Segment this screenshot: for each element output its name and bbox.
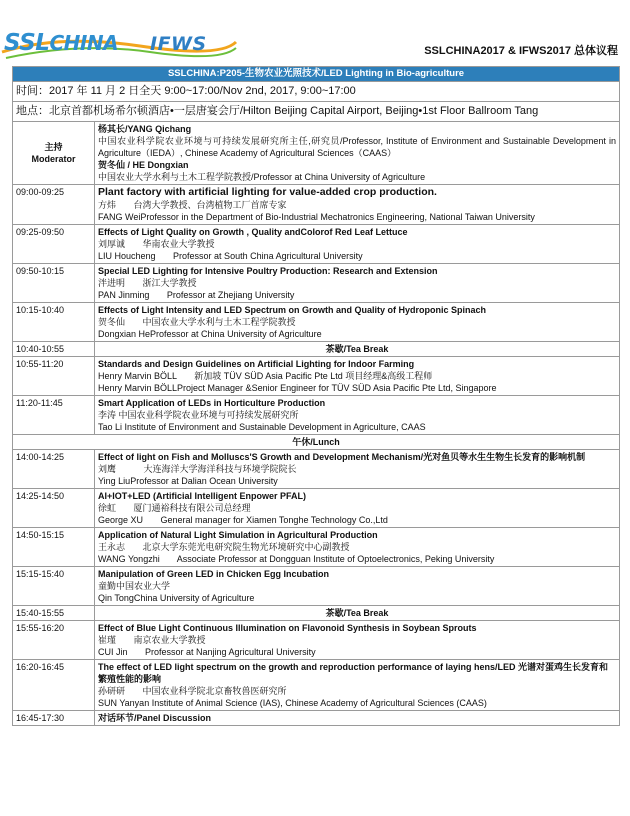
agenda-row xyxy=(13,357,620,396)
speaker-en: WANG Yongzhi Associate Professor at Dongguan Institute of Optoelectronics, Peking University xyxy=(98,554,495,564)
talk-title: Effect of Blue Light Continuous Illumination on Flavonoid Synthesis in Soybean Sprouts xyxy=(98,623,477,633)
row-time: 11:20-11:45 xyxy=(13,396,95,435)
row-time: 15:15-15:40 xyxy=(13,567,95,606)
speaker-en: SUN Yanyan Institute of Animal Science (IAS), Chinese Academy of Agricultural Sciences (CAAS) xyxy=(98,698,487,708)
row-time: 14:00-14:25 xyxy=(13,450,95,489)
row-content xyxy=(95,450,620,489)
talk-title: Standards and Design Guidelines on Artificial Lighting for Indoor Farming xyxy=(98,359,415,369)
speaker-cn: 贺冬仙 中国农业大学水利与土木工程学院教授 xyxy=(98,317,296,327)
moderator-1-desc: 中国农业科学院农业环境与可持续发展研究所主任,研究员/Professor, Institute of Environment and Sustainable Development in Agriculture（IEDA）, Chinese Academy of Agricultural Sciences（CAAS） xyxy=(98,136,616,158)
moderator-label xyxy=(13,122,95,185)
speaker-cn: Henry Marvin BÖLL 新加坡 TÜV SÜD Asia Pacific Pte Ltd 项目经理&高级工程师 xyxy=(98,371,433,381)
agenda-row xyxy=(13,396,620,435)
speaker-en: Henry Marvin BÖLLProject Manager &Senior Engineer for TÜV SÜD Asia Pacific Pte Ltd, Singapore xyxy=(98,383,497,393)
talk-title: Manipulation of Green LED in Chicken Egg Incubation xyxy=(98,569,330,579)
session-location-row xyxy=(13,102,620,122)
break-label: 茶歇/Tea Break xyxy=(95,342,620,357)
break-row xyxy=(13,606,620,621)
page-title: SSLCHINA2017 & IFWS2017 总体议程 xyxy=(424,45,618,57)
agenda-row xyxy=(13,185,620,225)
row-content xyxy=(95,567,620,606)
agenda-row xyxy=(13,711,620,726)
session-location: 地点：北京首都机场希尔顿酒店•一层唐宴会厅/Hilton Beijing Capital Airport, Beijing•1st Floor Ballroom Tang xyxy=(13,102,620,122)
row-content xyxy=(95,396,620,435)
row-time: 09:00-09:25 xyxy=(13,185,95,225)
speaker-en: LIU Houcheng Professor at South China Agricultural University xyxy=(98,251,363,261)
speaker-en: George XU General manager for Xiamen Tonghe Technology Co.,Ltd xyxy=(98,515,388,525)
talk-title: Special LED Lighting for Intensive Poultry Production: Research and Extension xyxy=(98,266,438,276)
row-content xyxy=(95,303,620,342)
page-header xyxy=(0,0,630,66)
speaker-cn: 徐虹 厦门通裕科技有限公司总经理 xyxy=(98,503,251,513)
speaker-en: Dongxian HeProfessor at China University of Agriculture xyxy=(98,329,322,339)
speaker-cn: 刘厚诚 华南农业大学教授 xyxy=(98,239,215,249)
talk-title: Application of Natural Light Simulation in Agricultural Production xyxy=(98,530,378,540)
row-time: 10:15-10:40 xyxy=(13,303,95,342)
talk-title: The effect of LED light spectrum on the growth and reproduction performance of laying hens/LED 光谱对蛋鸡生长发育和繁殖性能的影响 xyxy=(98,662,609,684)
talk-title: Effects of Light Quality on Growth , Quality andColorof Red Leaf Lettuce xyxy=(98,227,408,237)
talk-title: AI+IOT+LED (Artificial Intelligent Enpower PFAL) xyxy=(98,491,307,501)
session-time: 时间：2017 年 11 月 2 日全天 9:00~17:00/Nov 2nd, 2017, 9:00~17:00 xyxy=(13,82,620,102)
lunch-row xyxy=(13,435,620,450)
agenda-row xyxy=(13,567,620,606)
talk-title: 对话环节/Panel Discussion xyxy=(98,713,212,723)
speaker-cn: 孙研研 中国农业科学院北京畜牧兽医研究所 xyxy=(98,686,287,696)
speaker-cn: 方炜 台湾大学教授、台湾植物工厂首席专家 xyxy=(98,200,287,210)
agenda-row xyxy=(13,528,620,567)
agenda-row xyxy=(13,450,620,489)
speaker-en: Qin TongChina University of Agriculture xyxy=(98,593,255,603)
row-content xyxy=(95,660,620,711)
moderator-label-cn: 主持 xyxy=(44,142,63,152)
speaker-en: FANG WeiProfessor in the Department of Bio-Industrial Mechatronics Engineering, National Taiwan University xyxy=(98,212,535,222)
moderator-1-name: 杨其长/YANG Qichang xyxy=(98,124,192,134)
row-time: 16:45-17:30 xyxy=(13,711,95,726)
row-content xyxy=(95,489,620,528)
moderator-label-en: Moderator xyxy=(31,154,76,164)
logo-ssl-text: SSL xyxy=(4,30,50,56)
session-banner: SSLCHINA:P205-生物农业光照技术/LED Lighting in Bio-agriculture xyxy=(13,67,620,82)
agenda-row xyxy=(13,225,620,264)
session-time-row xyxy=(13,82,620,102)
speaker-en: PAN Jinming Professor at Zhejiang University xyxy=(98,290,295,300)
speaker-cn: 王永志 北京大学东莞光电研究院生物光环境研究中心副教授 xyxy=(98,542,350,552)
session-banner-row xyxy=(13,67,620,82)
row-content xyxy=(95,225,620,264)
moderator-row xyxy=(13,122,620,185)
moderator-2-desc: 中国农业大学水利与土木工程学院教授/Professor at China University of Agriculture xyxy=(98,172,426,182)
row-content xyxy=(95,185,620,225)
sslchina-logo xyxy=(4,30,118,56)
agenda-row xyxy=(13,489,620,528)
break-label: 茶歇/Tea Break xyxy=(95,606,620,621)
row-time: 10:40-10:55 xyxy=(13,342,95,357)
row-time: 15:40-15:55 xyxy=(13,606,95,621)
agenda-row xyxy=(13,264,620,303)
row-time: 14:50-15:15 xyxy=(13,528,95,567)
row-time: 16:20-16:45 xyxy=(13,660,95,711)
speaker-cn: 泮进明 浙江大学教授 xyxy=(98,278,197,288)
speaker-en: Tao Li Institute of Environment and Sustainable Development in Agriculture, CAAS xyxy=(98,422,426,432)
row-content xyxy=(95,264,620,303)
agenda-row xyxy=(13,303,620,342)
row-time: 09:25-09:50 xyxy=(13,225,95,264)
row-time: 15:55-16:20 xyxy=(13,621,95,660)
row-content xyxy=(95,621,620,660)
row-time: 10:55-11:20 xyxy=(13,357,95,396)
row-content xyxy=(95,357,620,396)
speaker-cn: 童勤中国农业大学 xyxy=(98,581,171,591)
talk-title: Smart Application of LEDs in Horticulture Production xyxy=(98,398,326,408)
speaker-cn: 崔瑾 南京农业大学教授 xyxy=(98,635,206,645)
row-time: 14:25-14:50 xyxy=(13,489,95,528)
moderator-details xyxy=(95,122,620,185)
row-time: 09:50-10:15 xyxy=(13,264,95,303)
schedule-table xyxy=(12,66,620,726)
talk-title: Effects of Light Intensity and LED Spectrum on Growth and Quality of Hydroponic Spinach xyxy=(98,305,487,315)
speaker-cn: 刘鹰 大连海洋大学海洋科技与环境学院院长 xyxy=(98,464,297,474)
row-content xyxy=(95,528,620,567)
moderator-2-name: 贺冬仙 / HE Dongxian xyxy=(98,160,189,170)
agenda-row xyxy=(13,621,620,660)
agenda-row xyxy=(13,660,620,711)
break-row xyxy=(13,342,620,357)
logo-china-text: CHINA xyxy=(49,31,119,55)
ifws-logo: IFWS xyxy=(150,33,207,55)
speaker-en: Ying LiuProfessor at Dalian Ocean University xyxy=(98,476,278,486)
speaker-cn: 李涛 中国农业科学院农业环境与可持续发展研究所 xyxy=(98,410,299,420)
speaker-en: CUI Jin Professor at Nanjing Agricultural University xyxy=(98,647,316,657)
talk-title: Plant factory with artificial lighting for value-added crop production. xyxy=(98,186,437,198)
talk-title: Effect of light on Fish and Molluscs'S Growth and Development Mechanism/光对鱼贝等水生生物生长发育的影响机制 xyxy=(98,452,586,462)
lunch-label: 午休/Lunch xyxy=(13,435,620,450)
row-content xyxy=(95,711,620,726)
